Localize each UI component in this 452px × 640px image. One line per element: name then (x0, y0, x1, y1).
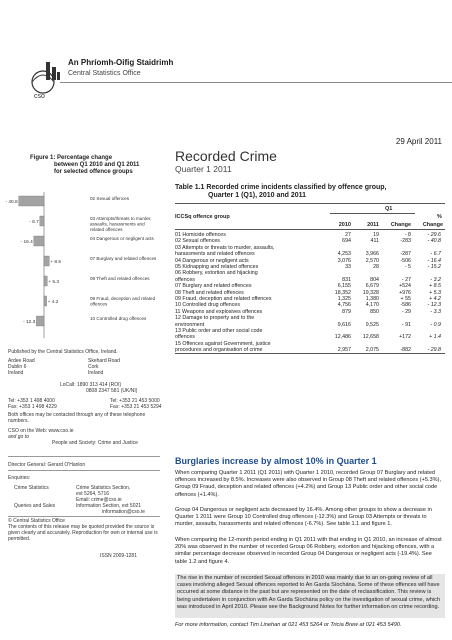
chart-category-label: 02 Sexual offences (90, 196, 129, 201)
chart-category-label: 03 Attempts/threats to murder, (90, 216, 152, 221)
header-divider (60, 82, 452, 83)
chart-category-label: 04 Dangerous or negligent acts (90, 236, 154, 241)
address-dublin (8, 358, 35, 376)
table-cell-pct: + 4.2 (429, 296, 441, 302)
chart-bar (40, 216, 44, 226)
chart-category-label: 08 Theft and related offences (90, 276, 150, 281)
table-cell-v2010: 18,352 (334, 289, 351, 296)
web-info (8, 428, 138, 446)
table-title-line: Table 1.1 Recorded crime incidents classified by offence group, (175, 184, 387, 191)
table-cell-pct: - 3.3 (430, 308, 441, 315)
phone-line: Fax: +353 21 453 5294 (110, 404, 162, 410)
table-cell-v2010: 2,957 (337, 347, 351, 354)
contact-email[interactable]: information@cso.ie (102, 509, 145, 515)
table-cell-v2010: 831 (342, 276, 351, 283)
table-cell-change: - 91 (401, 321, 411, 328)
figure-title-line: Figure 1: Percentage change (30, 155, 113, 161)
table-cell-pct: + 5.3 (429, 289, 441, 296)
table-cell-v2010: 27 (345, 232, 351, 238)
chart-value-label: + 5.3 (48, 279, 60, 285)
left-divider (8, 516, 160, 517)
table-cell-v2011: 411 (370, 238, 379, 245)
table-cell-pct: - 6.7 (430, 251, 441, 258)
table-cell-pct: + 8.5 (429, 283, 441, 290)
table-cell-v2010: 9,616 (337, 321, 351, 328)
phone-line: Fax: +353 1 498 4229 (8, 404, 57, 410)
paragraph-2: Group 04 Dangerous or negligent acts decreased by 16.4%. Among other groups to show a decrease in Quarter 1 2011 were Group 10 Controlled drug offences (-12.3%) and Group 03 Attempts or threats to murder, assaults, harassments and related offences (-6.7%). See table 1.1 and figure 1. (175, 507, 432, 528)
table-cell-label: 04 Dangerous or negligent acts (175, 257, 249, 264)
table-cell-label: environment (175, 321, 205, 328)
table-cell-label: offences (175, 334, 195, 341)
table-cell-change: -586 (400, 302, 411, 309)
table-cell-v2010: 1,325 (337, 296, 351, 302)
table-cell-v2011: 850 (370, 308, 379, 315)
table-cell-pct: - 29.6 (427, 232, 441, 238)
address-line: Ireland (88, 370, 104, 376)
table-cell-change: -506 (400, 257, 411, 264)
table-cell-change: - 29 (401, 308, 411, 315)
table-cell-pct: - 16.4 (427, 257, 441, 264)
table-cell-v2011: 2,570 (365, 257, 379, 264)
chart-bar (19, 196, 44, 206)
table-cell-v2011: 3,966 (365, 251, 379, 258)
table-cell-v2010: 879 (342, 308, 351, 315)
table-cell-label: 07 Burglary and related offences (175, 283, 252, 290)
chart-value-label: + 8.5 (50, 259, 62, 265)
percentage-change-chart (5, 190, 168, 340)
contact-line: Information Section, ext 5021 (76, 503, 142, 509)
web-link[interactable]: CSO on the Web: www.cso.ie (8, 428, 74, 434)
crime-stats-label: Crime Statistics (14, 485, 49, 491)
table-cell-change: -283 (400, 238, 411, 245)
left-divider (8, 470, 160, 471)
table-title-line: Quarter 1 (Q1), 2010 and 2011 (208, 192, 307, 199)
table-cell-change: + 55 (400, 296, 411, 302)
col-pct-symbol: % (437, 214, 442, 220)
table-cell-label: 10 Controlled drug offences (175, 302, 240, 309)
paragraph-1: When comparing Quarter 1 2011 (Q1 2011) with Quarter 1 2010, recorded Group 07 Burglary and related offences increased by 8.5%. Increases were also observed in Group 08 Theft and related offences (+5.3%), Group 09 Fraud, deception and related offences (+4.2%) and Group 13 Public order and other social code offences (+1.4%). (175, 470, 442, 498)
figure-title-line: for selected offence groups (54, 169, 133, 176)
topic-link[interactable]: People and Society: Crime and Justice (52, 440, 138, 446)
phone-line: Tel: +353 1 498 4000 (8, 398, 55, 404)
locall-line: 0808 2347 581 (UK/NI) (86, 388, 138, 394)
table-cell-v2011: 19,328 (362, 289, 379, 296)
table-cell-label: 12 Damage to property and to the (175, 315, 255, 322)
table-cell-pct: - 29.8 (427, 347, 441, 354)
chart-category-label: offences (90, 301, 108, 307)
copyright-line: © Central Statistics Office (8, 518, 65, 524)
table-cell-label: 06 Robbery, extortion and hijacking (175, 270, 258, 277)
table-cell-label: 13 Public order and other social code (175, 328, 263, 334)
left-divider (8, 456, 160, 457)
chart-value-label: - 6.7 (29, 219, 39, 225)
table-cell-v2010: 3,076 (337, 257, 351, 264)
table-cell-pct: - 15.2 (427, 264, 441, 270)
address-line: Ardee Road (8, 358, 35, 364)
table-cell-v2010: 12,486 (334, 334, 351, 341)
chart-value-label: - 40.8 (5, 199, 18, 205)
published-by: Published by the Central Statistics Office, Ireland. (8, 349, 118, 355)
table-cell-v2010: 4,253 (337, 251, 351, 258)
table-header-rule (175, 229, 445, 230)
address-cork (88, 358, 120, 376)
table-bottom-rule (175, 353, 445, 354)
sexual-offences-note: The rise in the number of recorded Sexual offences in 2010 was mainly due to an on-going review of all cases involving alleged Sexual offences reported to An Garda Síochána. Some of these offences will have occurred at some distance in the past but are represented on the date of reclassification. This review is being undertaken in conjunction with An Garda Síochána policy on the investigation of sexual crime, which was introduced in April 2010. Please see the Background Notes for further information on crime recording. (175, 574, 445, 618)
table-cell-v2011: 1,380 (365, 296, 379, 302)
table-cell-v2011: 19 (373, 232, 379, 238)
address-line: Dublin 6 (8, 364, 27, 370)
col-change: Change (390, 222, 411, 228)
release-date: 29 April 2011 (395, 137, 442, 146)
table-cell-v2011: 804 (370, 276, 379, 283)
chart-bar (36, 316, 44, 326)
table-cell-change: - 5 (404, 264, 411, 270)
col-offence-group: ICCSq offence group (175, 214, 230, 220)
table-cell-label: harassments and related offences (175, 251, 255, 258)
chart-bar (34, 236, 44, 246)
chart-value-label: - 12.3 (23, 319, 36, 325)
table-cell-v2010: 6,155 (337, 283, 351, 290)
copyright (8, 518, 160, 542)
table-cell-pct: - 12.3 (427, 302, 441, 309)
crime-stats-contact (76, 485, 130, 503)
director-general: Director General: Gerard O'Hanlon (8, 462, 86, 468)
table-group-header: Q1 (385, 206, 393, 212)
org-name-irish: An Phríomh-Oifig Staidrimh (68, 58, 174, 67)
chart-category-label: related offences (90, 226, 123, 232)
issn: ISSN 2009-1281 (100, 553, 137, 559)
col-pct-change: Change (422, 222, 443, 228)
chart-bar (44, 276, 47, 286)
col-2010: 2010 (338, 222, 351, 228)
paragraph-3: When comparing the 12-month period ending in Q1 2011 with that ending in Q1 2010, an increase of almost 20% was observed in the number of recorded Group 06 Robbery, extortion and hijacking offences, with a similar percentage decrease observed in recorded Group 04 Dangerous or negligent acts (-19.4%). See table 1.2 and figure 4. (175, 537, 442, 565)
table-cell-v2010: 694 (342, 238, 351, 245)
table-cell-v2011: 4,170 (365, 302, 379, 309)
figure-title (30, 155, 150, 177)
figure-title-line: between Q1 2010 and Q1 2011 (54, 162, 140, 169)
dublin-phone (8, 398, 57, 410)
page-subtitle: Quarter 1 2011 (175, 164, 232, 174)
table-cell-v2011: 2,075 (365, 347, 379, 354)
table-cell-label: offences (175, 276, 195, 283)
table-group-rule (330, 213, 415, 214)
address-line: Cork (88, 364, 99, 370)
phone-line: Tel: +353 21 453 5000 (110, 398, 160, 404)
cso-logo-icon (28, 58, 62, 102)
locall-numbers (60, 382, 137, 394)
table-cell-v2011: 28 (373, 264, 379, 270)
org-name-english: Central Statistics Office (68, 70, 141, 77)
table-cell-label: 02 Sexual offences (175, 238, 220, 245)
table-top-rule (175, 203, 445, 204)
copyright-text: The contents of this release may be quoted provided the source is given clearly and accurately. Reproduction for own or internal use is permitted. (8, 524, 158, 542)
table-cell-label: 01 Homicide offences (175, 232, 226, 238)
address-line: Ireland (8, 370, 24, 376)
queries-contact (76, 503, 145, 515)
and-go-to: and go to (8, 434, 29, 440)
table-cell-change: +976 (399, 289, 411, 296)
table-cell-change: -882 (400, 347, 411, 354)
cork-phone (110, 398, 162, 410)
table-cell-v2010: 4,756 (337, 302, 351, 309)
table-cell-label: 05 Kidnapping and related offences (175, 264, 259, 270)
chart-category-label: 07 Burglary and related offences (90, 256, 157, 261)
table-cell-label: 15 Offences against Government, justice (175, 340, 271, 347)
contact-line: ext 5264, 5716 (76, 491, 110, 497)
locall-line: LoCall: 1890 313 414 (ROI) (60, 382, 122, 388)
address-line: Skehard Road (88, 358, 120, 364)
col-2011: 2011 (367, 222, 379, 228)
table-cell-change: - 27 (401, 276, 411, 283)
table-cell-v2010: 33 (345, 264, 351, 270)
table-cell-pct: - 3.2 (430, 276, 441, 283)
chart-value-label: + 4.2 (47, 299, 59, 305)
table-cell-change: +524 (399, 283, 411, 290)
chart-category-label: 10 Controlled drug offences (90, 316, 147, 321)
chart-bar (44, 256, 49, 266)
table-title (175, 184, 445, 200)
table-cell-label: procedures and organisation of crime (175, 347, 263, 354)
contact-line: Crime Statistics Section, (76, 485, 131, 491)
page-title: Recorded Crime (175, 148, 277, 164)
table-cell-pct: - 40.8 (427, 238, 441, 245)
table-cell-v2011: 12,658 (362, 334, 379, 341)
table-cell-pct: - 0.9 (430, 321, 441, 328)
table-cell-change: - 8 (404, 232, 411, 238)
table-cell-label: 03 Attempts or threats to murder, assaults, (175, 244, 275, 251)
table-cell-label: 11 Weapons and explosives offences (175, 308, 263, 315)
chart-category-label: assaults, harassments and (90, 221, 145, 227)
enquiries-label: Enquiries: (8, 475, 31, 481)
table-cell-change: +172 (399, 334, 411, 341)
section-heading: Burglaries increase by almost 10% in Quarter 1 (175, 456, 377, 466)
table-cell-label: 08 Theft and related offences (175, 289, 244, 296)
table-cell-label: 09 Fraud, deception and related offences (175, 296, 272, 302)
chart-category-label: 09 Fraud, deception and related (90, 296, 156, 301)
table-cell-pct: + 1.4 (429, 334, 441, 341)
contact-email[interactable]: Email: crime@cso.ie (76, 497, 122, 503)
chart-value-label: - 16.4 (20, 239, 33, 245)
table-cell-change: -287 (400, 251, 411, 258)
table-cell-v2011: 9,525 (365, 321, 379, 328)
contact-info: For more information, contact Tim Linehan at 021 453 5264 or Tricia Brew at 021 453 5490. (175, 622, 402, 628)
chart-bar (44, 296, 47, 306)
both-offices-note: Both offices may be contacted through any of these telephone numbers. (8, 412, 146, 424)
queries-label: Queries and Sales (14, 503, 56, 509)
table-cell-v2011: 6,679 (365, 283, 379, 290)
svg-text:cso: cso (34, 93, 45, 100)
